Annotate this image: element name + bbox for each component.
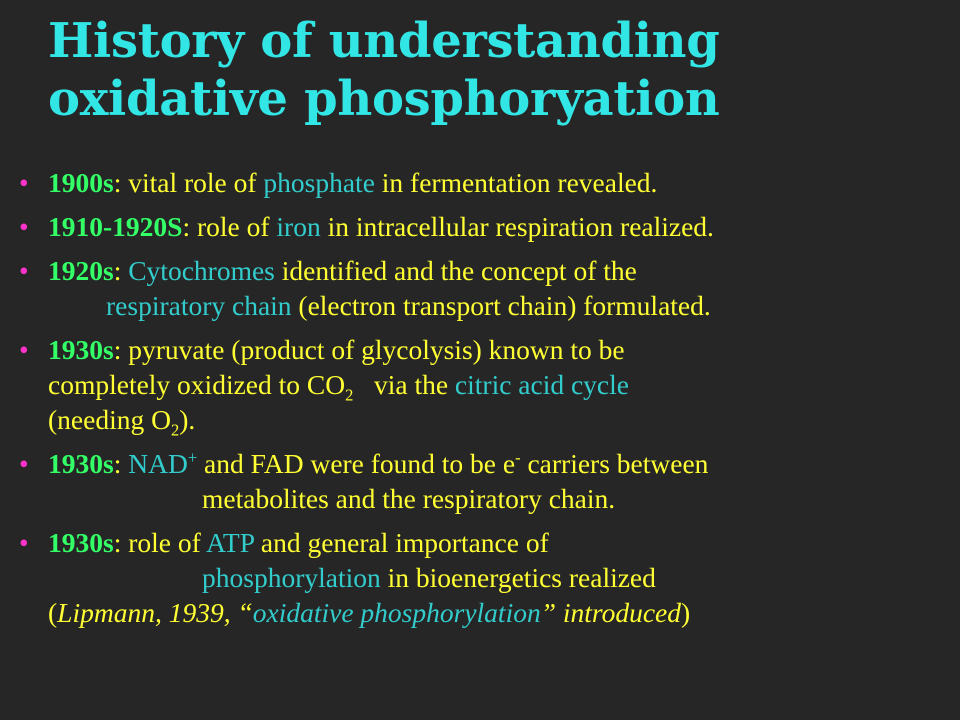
bullet-icon: • [19, 448, 29, 479]
item-text: and general importance of [254, 527, 549, 558]
item-highlight: citric acid cycle [454, 369, 629, 400]
bullet-icon: • [19, 527, 29, 558]
item-text: in intracellular respiration realized. [320, 211, 714, 242]
item-text: : [113, 255, 129, 286]
item-text: (needing O [48, 404, 171, 435]
bullet-icon: • [19, 255, 29, 286]
item-text: via the [353, 369, 455, 400]
bullet-icon: • [19, 211, 29, 242]
item-text: identified and the concept of the [274, 255, 637, 286]
title-line-2: oxidative phosphoryation [48, 71, 720, 127]
bullet-list [10, 165, 950, 639]
slide-title [48, 12, 720, 128]
list-item [10, 525, 950, 630]
item-text: in bioenergetics realized [380, 562, 656, 593]
item-highlight: phosphorylation [202, 562, 381, 593]
bullet-icon: • [19, 167, 29, 198]
list-item [10, 253, 950, 323]
item-text: : role of [113, 527, 207, 558]
item-text: Lipmann, 1939, “ [57, 597, 253, 628]
item-text: : role of [182, 211, 277, 242]
item-text: : [113, 448, 129, 479]
item-text: ” introduced [540, 597, 682, 628]
item-text: were found to be e [303, 448, 516, 479]
item-text: carriers between [520, 448, 709, 479]
item-text: and [197, 448, 251, 479]
item-year: 1900s [48, 167, 114, 198]
item-year: 1930s [48, 527, 114, 558]
item-text: ( [48, 597, 58, 628]
item-text: FAD [250, 448, 304, 479]
item-text: metabolites and the respiratory chain. [202, 483, 616, 514]
item-text: completely oxidized to CO [48, 369, 346, 400]
item-text: ). [179, 404, 196, 435]
item-text: ) [681, 597, 691, 628]
item-year: 1930s [48, 334, 114, 365]
item-highlight: oxidative phosphorylation [252, 597, 541, 628]
item-highlight: Cytochromes [128, 255, 275, 286]
list-item [10, 332, 950, 440]
item-text: : pyruvate (product of glycolysis) known to be [113, 334, 625, 365]
list-item [10, 165, 950, 200]
item-highlight: phosphate [263, 167, 375, 198]
title-line-1: History of understanding [48, 13, 720, 69]
item-highlight: ATP [206, 527, 255, 558]
superscript: + [187, 447, 198, 467]
list-item [10, 209, 950, 244]
subscript: 2 [170, 420, 180, 440]
item-text: (electron transport chain) formulated. [291, 290, 711, 321]
item-year: 1910-1920S [48, 211, 183, 242]
item-year: 1920s [48, 255, 114, 286]
item-text: in fermentation revealed. [374, 167, 658, 198]
bullet-icon: • [19, 334, 29, 365]
item-highlight: iron [276, 211, 321, 242]
item-highlight: NAD [128, 448, 188, 479]
item-text: : vital role of [113, 167, 264, 198]
superscript: - [515, 447, 521, 467]
item-year: 1930s [48, 448, 114, 479]
item-highlight: respiratory chain [106, 290, 292, 321]
list-item [10, 446, 950, 516]
subscript: 2 [345, 385, 354, 405]
